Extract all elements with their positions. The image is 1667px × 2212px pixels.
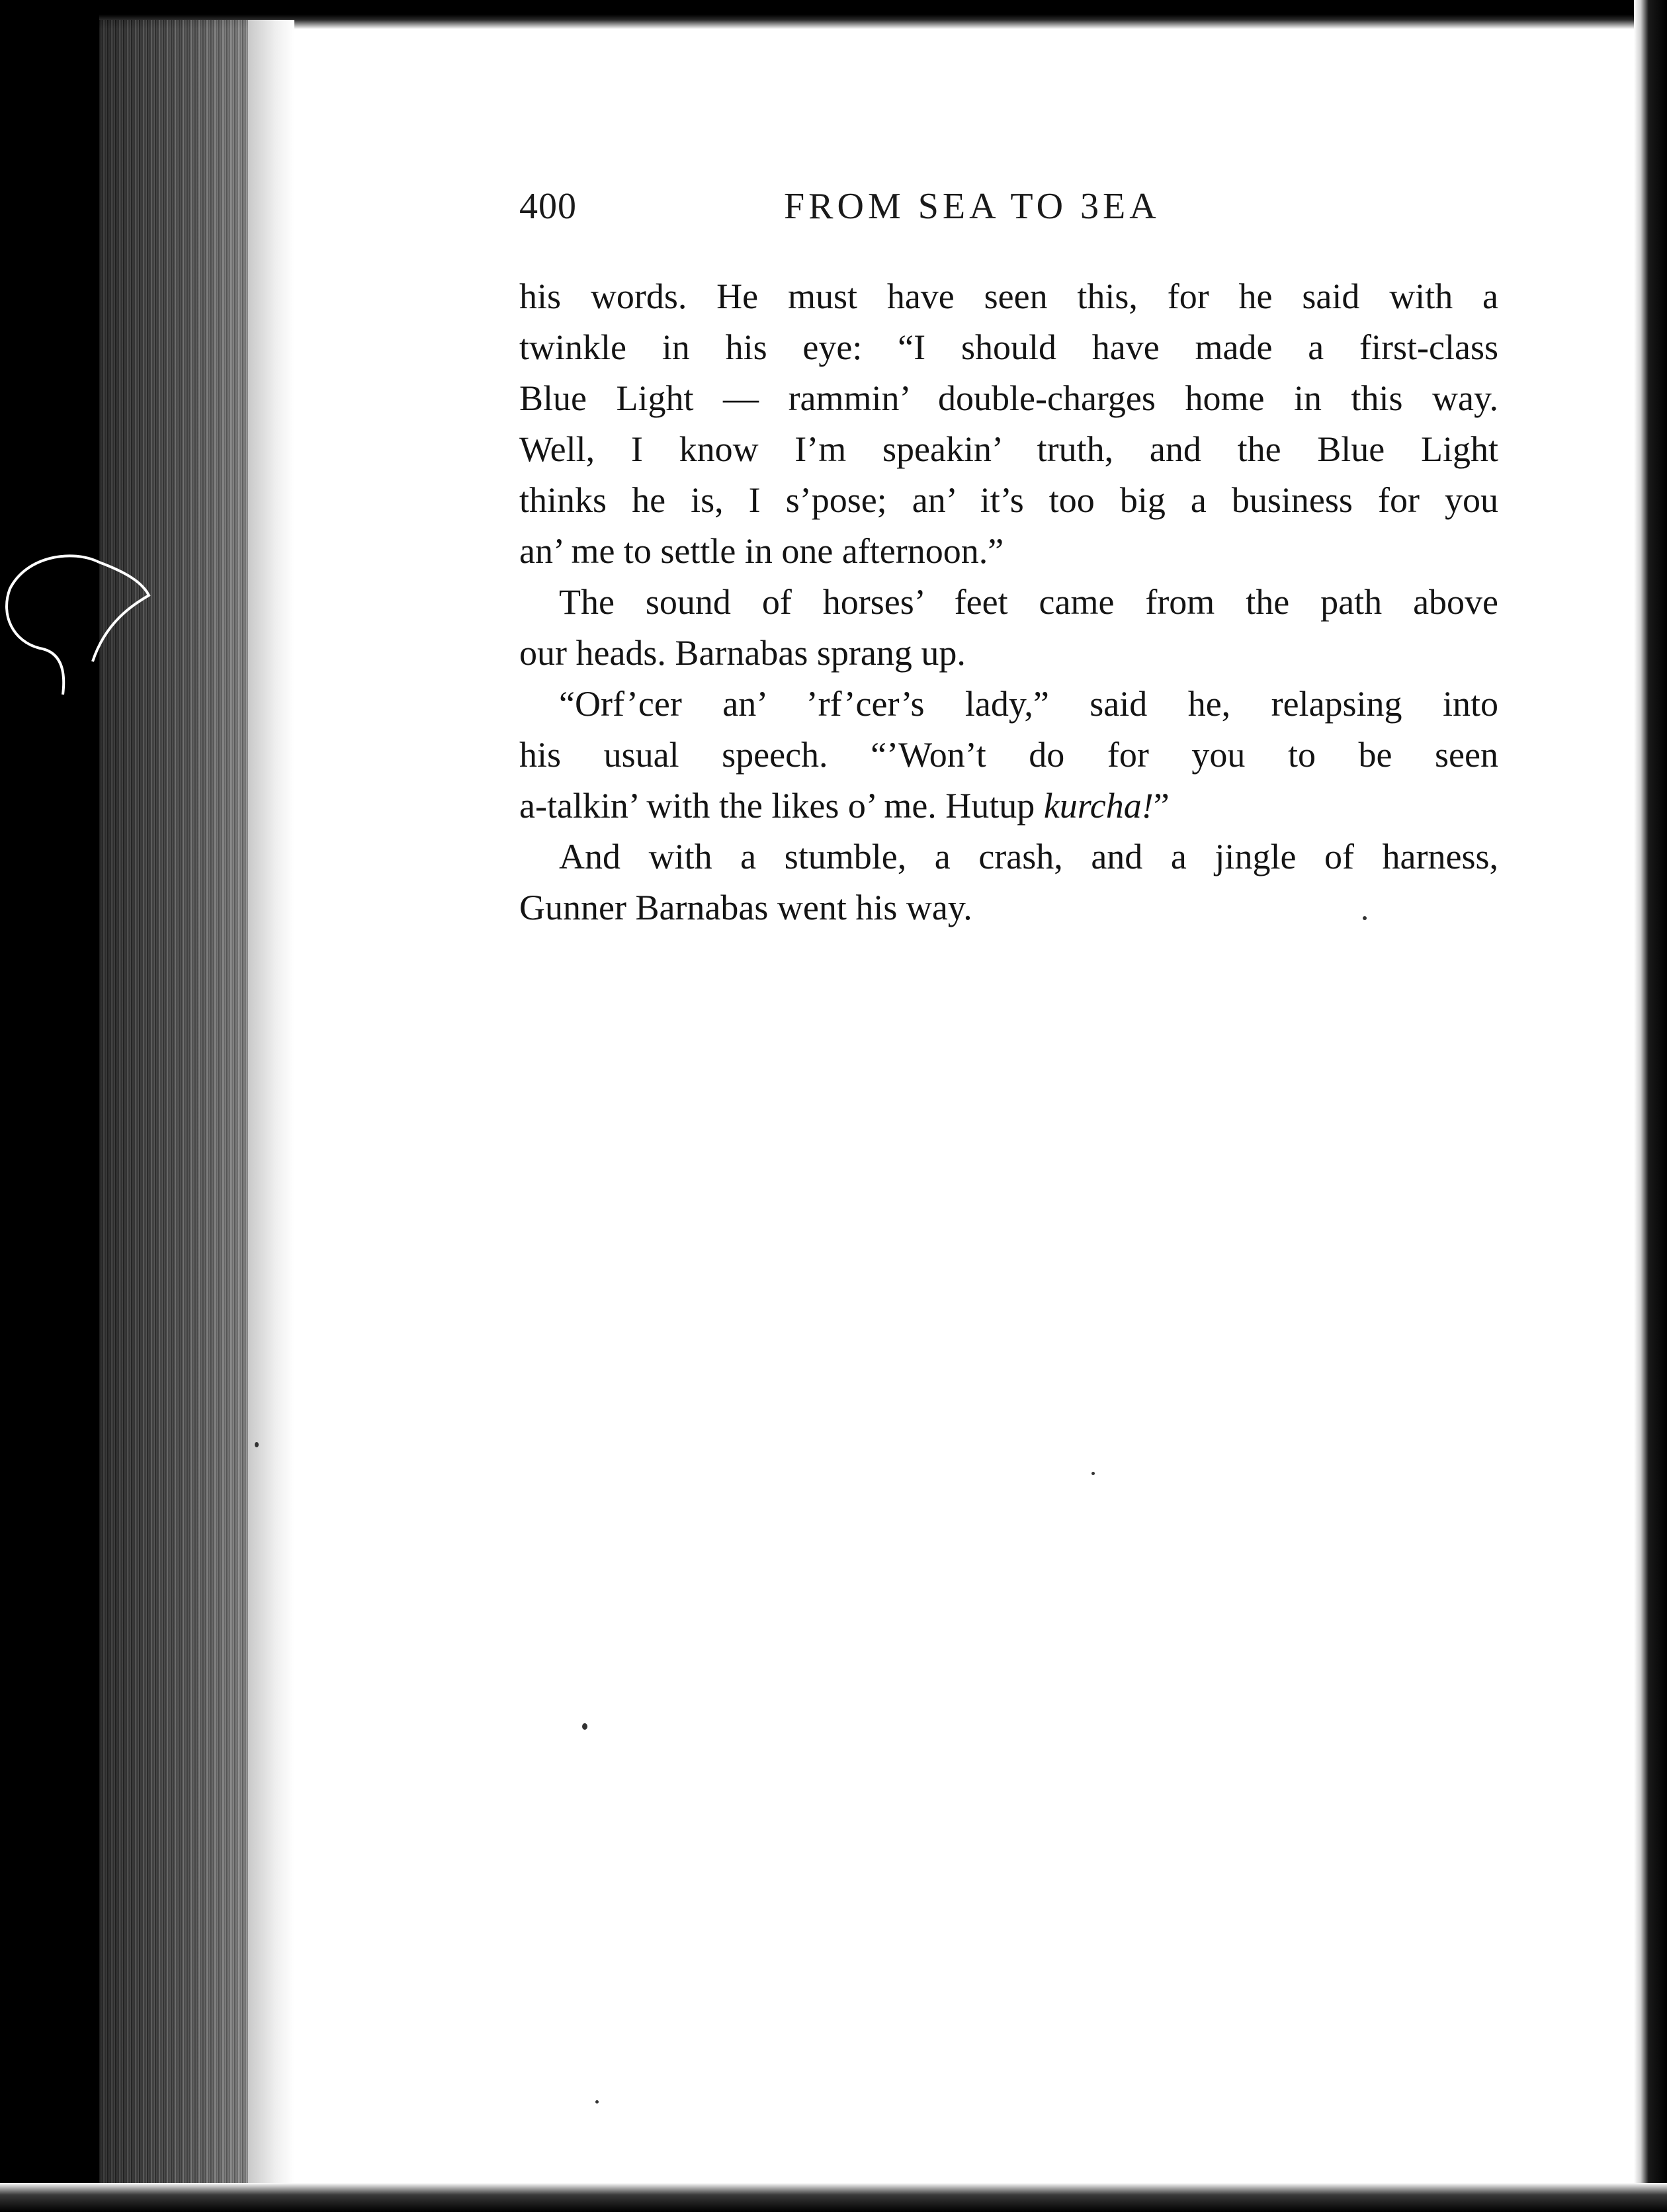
running-head: [519, 185, 1498, 238]
scan-bottom-border: [0, 2183, 1667, 2212]
dust-speck: [582, 1723, 587, 1730]
scan-left-border: [0, 0, 99, 2212]
text-line: Well, I know I’m speakin’ truth, and the Blue Light: [519, 429, 1498, 469]
dust-speck: [1363, 916, 1367, 920]
closing-quote: ”: [1153, 786, 1170, 826]
paragraph-start-line: “Orf’cer an’ ’rf’cer’s lady,” said he, relapsing into: [559, 684, 1498, 724]
text-line: an’ me to settle in one afternoon.”: [519, 531, 1004, 571]
text-line: his words. He must have seen this, for he said with a: [519, 276, 1498, 316]
running-title: FROM SEA TO 3EA: [784, 186, 1160, 227]
text-line-with-italic: [519, 781, 1498, 831]
text-line: twinkle in his eye: “I should have made a first-class: [519, 327, 1498, 367]
page-number: 400: [519, 186, 577, 227]
text-line: Blue Light — rammin’ double-charges home in this way.: [519, 378, 1498, 418]
text-line: his usual speech. “’Won’t do for you to be seen: [519, 735, 1498, 775]
scan-right-border: [1634, 0, 1667, 2212]
gutter-shadow: [248, 20, 294, 2190]
paragraph-start-line: The sound of horses’ feet came from the path above: [559, 582, 1498, 622]
paragraph-start-line: And with a stumble, a crash, and a jingle of harness,: [559, 837, 1498, 876]
text-line: thinks he is, I s’pose; an’ it’s too big a business for you: [519, 480, 1498, 520]
line-text: a-talkin’ with the likes o’ me. Hutup: [519, 786, 1035, 826]
italic-word: kurcha!: [1043, 786, 1154, 826]
text-line: our heads. Barnabas sprang up.: [519, 633, 966, 673]
pencil-annotation-mark: [0, 542, 159, 701]
body-text: [519, 271, 1498, 933]
dust-speck: [595, 2100, 599, 2104]
book-page-edges: [99, 20, 248, 2190]
dust-speck: [255, 1442, 259, 1447]
text-line: Gunner Barnabas went his way.: [519, 888, 972, 927]
dust-speck: [1091, 1472, 1095, 1475]
